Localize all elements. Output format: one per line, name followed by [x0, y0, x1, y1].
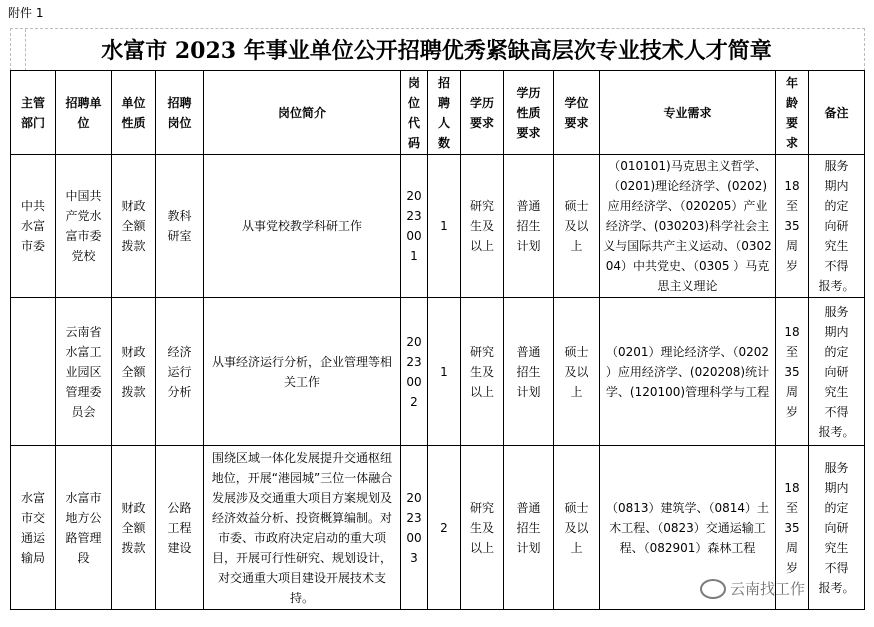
cell-code: 20 23 00 3 — [401, 446, 428, 610]
wechat-icon — [700, 579, 726, 599]
cell-intro: 从事经济运行分析，企业管理等相关工作 — [204, 298, 401, 446]
table-row — [11, 298, 865, 446]
cell-count: 1 — [428, 155, 461, 298]
cell-age: 18 至 35 周 岁 — [776, 155, 809, 298]
header-unit: 招聘单 位 — [56, 71, 112, 155]
table-row — [11, 155, 865, 298]
cell-unit: 云南省 水富工 业园区 管理委 员会 — [56, 298, 112, 446]
cell-position: 教科 研室 — [156, 155, 204, 298]
cell-dept — [11, 298, 56, 446]
cell-intro: 围绕区域一体化发展提升交通枢纽地位，开展“港园城”三位一体融合发展涉及交通重大项目方案规划及经济效益分析、投资概算编制。对市委、市政府决定启动的重大项目，开展可行性研究、规划设计，对交通重大项目建设开展技术支持。 — [204, 446, 401, 610]
cell-degree: 硕士 及以 上 — [554, 446, 600, 610]
cell-dept: 水富 市交 通运 输局 — [11, 446, 56, 610]
cell-unit-type: 财政 全额 拨款 — [112, 298, 156, 446]
cell-dept: 中共 水富 市委 — [11, 155, 56, 298]
cell-major: （0201）理论经济学、（0202 ）应用经济学、(020208)统计学、(120100)管理科学与工程 — [600, 298, 776, 446]
header-count: 招 聘 人 数 — [428, 71, 461, 155]
cell-remark: 服务 期内 的定 向研 究生 不得 报考。 — [809, 446, 865, 610]
cell-position: 公路 工程 建设 — [156, 446, 204, 610]
document-title: 水富市 2023 年事业单位公开招聘优秀紧缺高层次专业技术人才简章 — [101, 38, 772, 64]
cell-edu: 研究 生及 以上 — [461, 155, 504, 298]
header-code: 岗 位 代 码 — [401, 71, 428, 155]
cell-edu: 研究 生及 以上 — [461, 446, 504, 610]
header-position: 招聘 岗位 — [156, 71, 204, 155]
watermark — [700, 578, 805, 599]
cell-unit: 中国共 产党水 富市委 党校 — [56, 155, 112, 298]
cell-count: 1 — [428, 298, 461, 446]
recruitment-table — [10, 70, 865, 610]
watermark-text: 云南找工作 — [730, 580, 806, 598]
header-unit-type: 单位 性质 — [112, 71, 156, 155]
header-degree: 学位 要求 — [554, 71, 600, 155]
header-edu: 学历 要求 — [461, 71, 504, 155]
cell-major: （0813）建筑学、（0814）土木工程、（0823）交通运输工程、（082901）森林工程 — [600, 446, 776, 610]
header-intro: 岗位简介 — [204, 71, 401, 155]
cell-code: 20 23 00 1 — [401, 155, 428, 298]
cell-remark: 服务 期内 的定 向研 究生 不得 报考。 — [809, 298, 865, 446]
header-age: 年 龄 要 求 — [776, 71, 809, 155]
cell-count: 2 — [428, 446, 461, 610]
header-edu-type: 学历 性质 要求 — [504, 71, 554, 155]
cell-unit-type: 财政 全额 拨款 — [112, 155, 156, 298]
cell-unit-type: 财政 全额 拨款 — [112, 446, 156, 610]
header-row — [11, 71, 865, 155]
cell-edu-type: 普通 招生 计划 — [504, 155, 554, 298]
header-remark: 备注 — [809, 71, 865, 155]
cell-unit: 水富市 地方公 路管理 段 — [56, 446, 112, 610]
cell-code: 20 23 00 2 — [401, 298, 428, 446]
cell-edu-type: 普通 招生 计划 — [504, 298, 554, 446]
attachment-label: 附件 1 — [8, 6, 44, 20]
cell-edu: 研究 生及 以上 — [461, 298, 504, 446]
cell-edu-type: 普通 招生 计划 — [504, 446, 554, 610]
cell-remark: 服务 期内 的定 向研 究生 不得 报考。 — [809, 155, 865, 298]
cell-degree: 硕士 及以 上 — [554, 298, 600, 446]
header-dept: 主管 部门 — [11, 71, 56, 155]
cell-major: （010101)马克思主义哲学、（0201)理论经济学、(0202)应用经济学、（020205）产业经济学、(030203)科学社会主义与国际共产主义运动、（030204）中共党史、（0305 ）马克思主义理论 — [600, 155, 776, 298]
header-major: 专业需求 — [600, 71, 776, 155]
cell-age: 18 至 35 周 岁 — [776, 446, 809, 610]
cell-age: 18 至 35 周 岁 — [776, 298, 809, 446]
cell-intro: 从事党校教学科研工作 — [204, 155, 401, 298]
cell-position: 经济 运行 分析 — [156, 298, 204, 446]
cell-degree: 硕士 及以 上 — [554, 155, 600, 298]
